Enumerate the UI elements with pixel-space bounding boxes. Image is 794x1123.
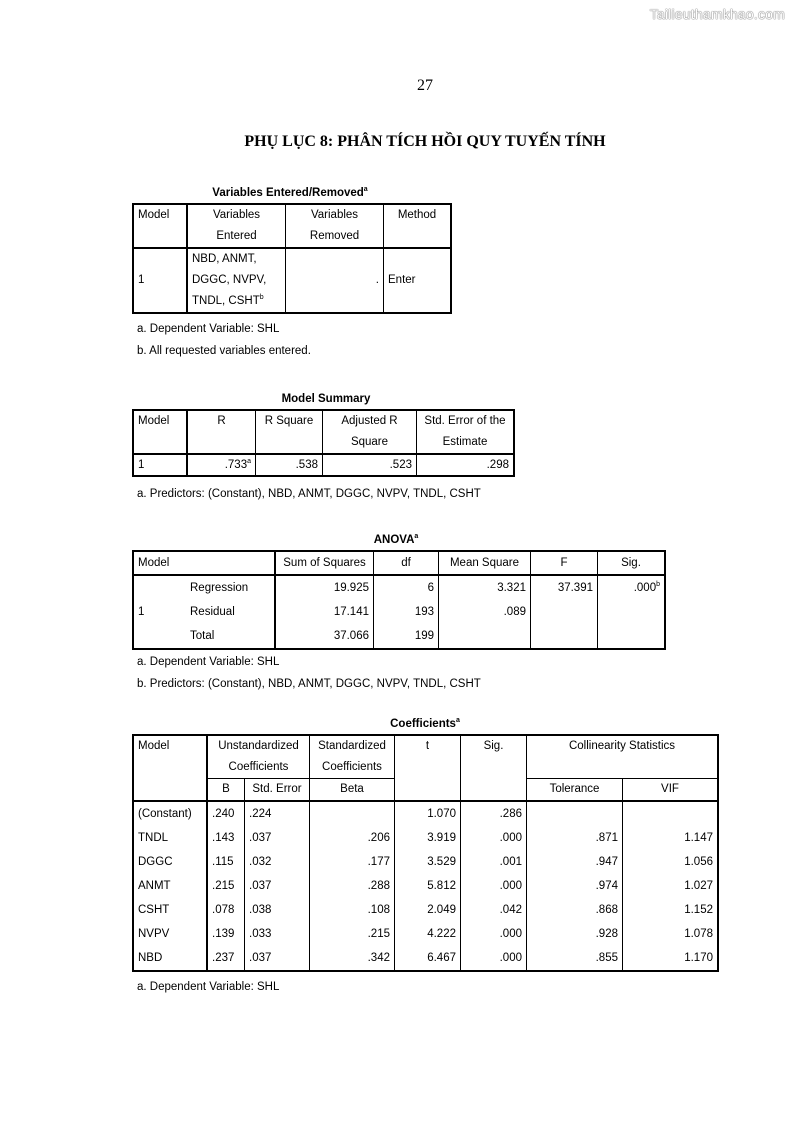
cell-label: Total [186, 624, 275, 649]
cell-t: 3.529 [395, 850, 461, 874]
cell-variable: DGGC [133, 850, 207, 874]
cell-std-error: .037 [245, 946, 310, 971]
cell-std-error: .032 [245, 850, 310, 874]
header-r: R [187, 410, 256, 454]
table-header-row [133, 410, 514, 454]
cell-tolerance: .974 [527, 874, 623, 898]
header-sig: Sig. [461, 735, 527, 801]
header-t: t [395, 735, 461, 801]
footnote: b. All requested variables entered. [137, 345, 311, 357]
cell-std-error: .298 [417, 454, 515, 476]
cell-beta [310, 801, 395, 826]
table-row [133, 898, 718, 922]
cell-tolerance: .928 [527, 922, 623, 946]
header-beta: Beta [310, 779, 395, 802]
model-summary-caption: Model Summary [281, 393, 371, 405]
cell-b: .139 [207, 922, 245, 946]
cell-beta: .108 [310, 898, 395, 922]
watermark: Tailieuthamkhao.com [649, 6, 785, 22]
cell-df: 199 [374, 624, 439, 649]
header-std-error: Std. Error of the Estimate [417, 410, 515, 454]
anova-caption: ANOVA$^a$ [373, 533, 419, 546]
footnote: a. Dependent Variable: SHL [137, 981, 280, 993]
cell-variable: (Constant) [133, 801, 207, 826]
footnote: b. Predictors: (Constant), NBD, ANMT, DGGC, NVPV, TNDL, CSHT [137, 678, 481, 690]
header-r-square: R Square [256, 410, 323, 454]
cell-ss: 19.925 [275, 575, 374, 600]
cell-method: Enter [384, 248, 452, 313]
cell-f [531, 624, 598, 649]
cell-tolerance [527, 801, 623, 826]
cell-vif: 1.027 [623, 874, 719, 898]
page-number: 27 [417, 77, 433, 94]
header-sum-of-squares: Sum of Squares [275, 551, 374, 575]
cell-df: 193 [374, 600, 439, 624]
cell-adjusted-r-square: .523 [323, 454, 417, 476]
cell-sig [598, 624, 666, 649]
coefficients-table [132, 734, 719, 972]
header-variables-removed: Variables Removed [286, 204, 384, 248]
cell-t: 6.467 [395, 946, 461, 971]
cell-sig: .286 [461, 801, 527, 826]
table-row [133, 600, 665, 624]
cell-beta: .288 [310, 874, 395, 898]
cell-vif: 1.056 [623, 850, 719, 874]
header-tolerance: Tolerance [527, 779, 623, 802]
variables-table-caption: Variables Entered/Removed$^a$ [212, 186, 368, 199]
table-row [133, 874, 718, 898]
cell-b: .237 [207, 946, 245, 971]
entered-line-2: DGGC, NVPV, [192, 274, 267, 286]
footnote: a. Dependent Variable: SHL [137, 323, 280, 335]
cell-variable: TNDL [133, 826, 207, 850]
table-header-row [133, 551, 665, 575]
anova-table [132, 550, 666, 650]
table-row [133, 624, 665, 649]
cell-variables-entered [187, 248, 286, 313]
table-row [133, 801, 718, 826]
cell-beta: .206 [310, 826, 395, 850]
table-row [133, 575, 665, 600]
cell-vif: 1.078 [623, 922, 719, 946]
header-model: Model [133, 204, 187, 248]
footnote: a. Dependent Variable: SHL [137, 656, 280, 668]
cell-variables-removed: . [286, 248, 384, 313]
cell-f [531, 600, 598, 624]
cell-std-error: .038 [245, 898, 310, 922]
cell-label: Residual [186, 600, 275, 624]
header-unstandardized: Unstandardized Coefficients [207, 735, 310, 779]
model-summary-table [132, 409, 515, 477]
entered-line-1: NBD, ANMT, [192, 253, 257, 265]
header-collinearity: Collinearity Statistics [527, 735, 719, 779]
cell-variable: NVPV [133, 922, 207, 946]
cell-tolerance: .947 [527, 850, 623, 874]
header-standardized: Standardized Coefficients [310, 735, 395, 779]
cell-f: 37.391 [531, 575, 598, 600]
cell-df: 6 [374, 575, 439, 600]
cell-b: .143 [207, 826, 245, 850]
page-title: PHỤ LỤC 8: PHÂN TÍCH HỒI QUY TUYẾN TÍNH [244, 133, 606, 150]
cell-model: 1 [133, 454, 187, 476]
cell-t: 4.222 [395, 922, 461, 946]
cell-beta: .215 [310, 922, 395, 946]
table-row [133, 946, 718, 971]
cell-tolerance: .871 [527, 826, 623, 850]
cell-ms: .089 [439, 600, 531, 624]
cell-t: 5.812 [395, 874, 461, 898]
cell-sig: .000 [461, 946, 527, 971]
cell-b: .115 [207, 850, 245, 874]
cell-ms [439, 624, 531, 649]
header-vif: VIF [623, 779, 719, 802]
cell-r: .733$^a$ [187, 454, 256, 476]
cell-sig: .001 [461, 850, 527, 874]
coefficients-caption: Coefficients$^a$ [390, 717, 460, 730]
cell-model: 1 [133, 575, 186, 649]
header-adjusted-r-square: Adjusted R Square [323, 410, 417, 454]
cell-variable: ANMT [133, 874, 207, 898]
cell-t: 1.070 [395, 801, 461, 826]
cell-ms: 3.321 [439, 575, 531, 600]
entered-line-3: TNDL, CSHT$^b$ [192, 294, 264, 307]
cell-std-error: .033 [245, 922, 310, 946]
cell-std-error: .037 [245, 826, 310, 850]
header-model-spacer [186, 551, 275, 575]
header-variables-entered: Variables Entered [187, 204, 286, 248]
table-row [133, 826, 718, 850]
cell-variable: NBD [133, 946, 207, 971]
cell-vif: 1.170 [623, 946, 719, 971]
cell-vif: 1.152 [623, 898, 719, 922]
header-method: Method [384, 204, 452, 248]
cell-t: 3.919 [395, 826, 461, 850]
footnote: a. Predictors: (Constant), NBD, ANMT, DGGC, NVPV, TNDL, CSHT [137, 488, 481, 500]
header-mean-square: Mean Square [439, 551, 531, 575]
cell-beta: .177 [310, 850, 395, 874]
cell-sig: .000$^b$ [598, 575, 666, 600]
coefficients-body [133, 801, 718, 971]
cell-sig: .000 [461, 922, 527, 946]
cell-sig: .000 [461, 874, 527, 898]
cell-vif [623, 801, 719, 826]
header-model: Model [133, 410, 187, 454]
cell-beta: .342 [310, 946, 395, 971]
table-row [133, 850, 718, 874]
table-row [133, 454, 514, 476]
cell-std-error: .037 [245, 874, 310, 898]
header-b: B [207, 779, 245, 802]
header-f: F [531, 551, 598, 575]
table-row [133, 248, 451, 313]
cell-label: Regression [186, 575, 275, 600]
cell-b: .078 [207, 898, 245, 922]
cell-sig [598, 600, 666, 624]
cell-sig: .042 [461, 898, 527, 922]
header-std-error: Std. Error [245, 779, 310, 802]
table-header-row [133, 735, 718, 779]
cell-vif: 1.147 [623, 826, 719, 850]
header-model: Model [133, 735, 207, 801]
cell-b: .215 [207, 874, 245, 898]
cell-model: 1 [133, 248, 187, 313]
cell-sig: .000 [461, 826, 527, 850]
header-model: Model [133, 551, 186, 575]
cell-tolerance: .868 [527, 898, 623, 922]
variables-entered-table [132, 203, 452, 314]
cell-r-square: .538 [256, 454, 323, 476]
cell-std-error: .224 [245, 801, 310, 826]
header-sig: Sig. [598, 551, 666, 575]
table-header-row [133, 204, 451, 248]
header-df: df [374, 551, 439, 575]
cell-ss: 37.066 [275, 624, 374, 649]
cell-variable: CSHT [133, 898, 207, 922]
cell-ss: 17.141 [275, 600, 374, 624]
cell-b: .240 [207, 801, 245, 826]
table-row [133, 922, 718, 946]
cell-tolerance: .855 [527, 946, 623, 971]
cell-t: 2.049 [395, 898, 461, 922]
